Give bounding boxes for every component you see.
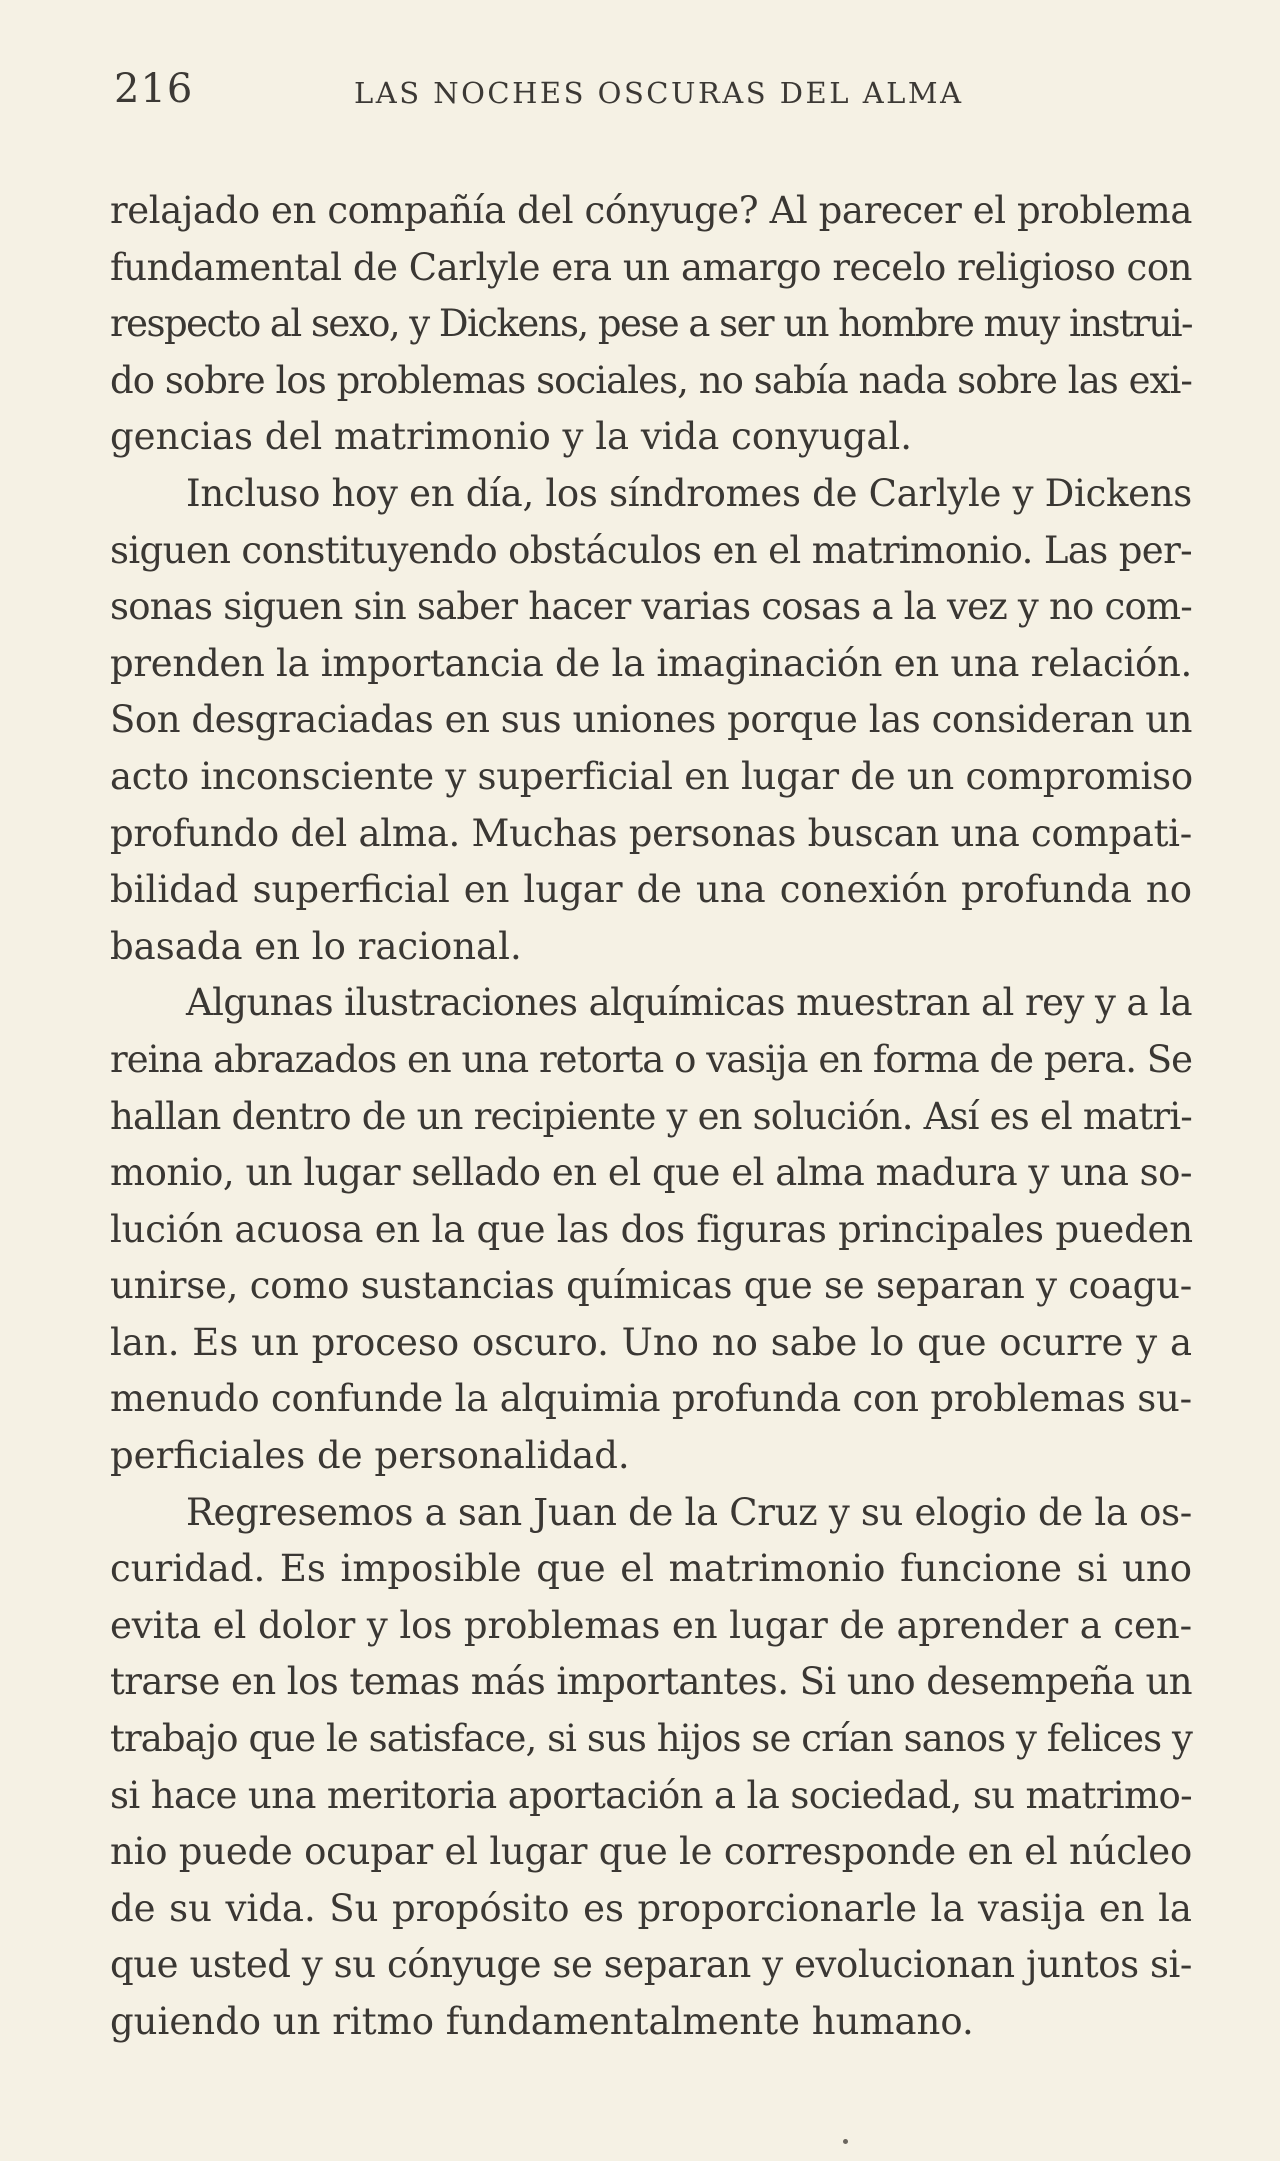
paragraph-4 <box>110 1485 1192 2051</box>
text-line: lan. Es un proceso oscuro. Uno no sabe lo que ocurre y a <box>110 1320 1192 1364</box>
text-line: Incluso hoy en día, los síndromes de Carlyle y Dickens <box>186 471 1192 515</box>
page-number: 216 <box>114 66 194 112</box>
text-line: si hace una meritoria aportación a la sociedad, su matrimo- <box>110 1773 1192 1817</box>
book-title: LAS NOCHES OSCURAS DEL ALMA <box>354 76 964 110</box>
text-line: Son desgraciadas en sus uniones porque las consideran un <box>110 698 1192 742</box>
text-line: que usted y su cónyuge se separan y evolucionan juntos si- <box>110 1943 1192 1987</box>
text-line: nio puede ocupar el lugar que le corresponde en el núcleo <box>110 1830 1192 1874</box>
text-line: trarse en los temas más importantes. Si uno desempeña un <box>110 1660 1192 1704</box>
text-line: acto inconsciente y superficial en lugar de un compromiso <box>110 754 1193 798</box>
text-line: relajado en compañía del cónyuge? Al parecer el problema <box>110 189 1192 232</box>
text-line: evita el dolor y los problemas en lugar de aprender a cen- <box>110 1603 1193 1647</box>
text-line: do sobre los problemas sociales, no sabía nada sobre las exi- <box>110 358 1192 402</box>
text-line: monio, un lugar sellado en el que el alma madura y una so- <box>110 1151 1192 1195</box>
paragraph-3 <box>110 975 1192 1484</box>
text-line: siguen constituyendo obstáculos en el matrimonio. Las per- <box>110 528 1192 572</box>
text-line: respecto al sexo, y Dickens, pese a ser un hombre muy instrui- <box>110 302 1192 346</box>
text-line: reina abrazados en una retorta o vasija en forma de pera. Se <box>110 1037 1192 1081</box>
running-head <box>114 66 1194 116</box>
text-line: perficiales de personalidad. <box>110 1434 630 1478</box>
text-line: hallan dentro de un recipiente y en solución. Así es el matri- <box>110 1094 1192 1138</box>
text-line: curidad. Es imposible que el matrimonio funcione si uno <box>110 1547 1192 1591</box>
body-text <box>110 183 1192 2051</box>
text-line: unirse, como sustancias químicas que se separan y coagu- <box>110 1264 1192 1308</box>
text-line: fundamental de Carlyle era un amargo recelo religioso con <box>110 245 1192 289</box>
paragraph-1 <box>110 183 1192 466</box>
text-line: Algunas ilustraciones alquímicas muestran al rey y a la <box>186 981 1192 1025</box>
text-line: menudo confunde la alquimia profunda con problemas su- <box>110 1377 1192 1421</box>
paragraph-2 <box>110 466 1192 975</box>
text-line: trabajo que le satisface, si sus hijos se crían sanos y felices y <box>110 1717 1192 1761</box>
text-line: prenden la importancia de la imaginación en una relación. <box>110 641 1192 685</box>
text-line: Regresemos a san Juan de la Cruz y su elogio de la os- <box>186 1490 1192 1534</box>
text-line: guiendo un ritmo fundamentalmente humano. <box>110 2000 974 2043</box>
text-line: de su vida. Su propósito es proporcionarle la vasija en la <box>110 1886 1192 1930</box>
text-line: sonas siguen sin saber hacer varias cosas a la vez y no com- <box>110 585 1192 629</box>
text-line: basada en lo racional. <box>110 924 522 968</box>
text-line: gencias del matrimonio y la vida conyugal. <box>110 415 913 459</box>
ink-speck <box>843 2139 848 2144</box>
text-line: profundo del alma. Muchas personas buscan una compati- <box>110 811 1192 855</box>
text-line: bilidad superficial en lugar de una conexión profunda no <box>110 868 1192 912</box>
text-line: lución acuosa en la que las dos figuras principales pueden <box>110 1207 1193 1251</box>
